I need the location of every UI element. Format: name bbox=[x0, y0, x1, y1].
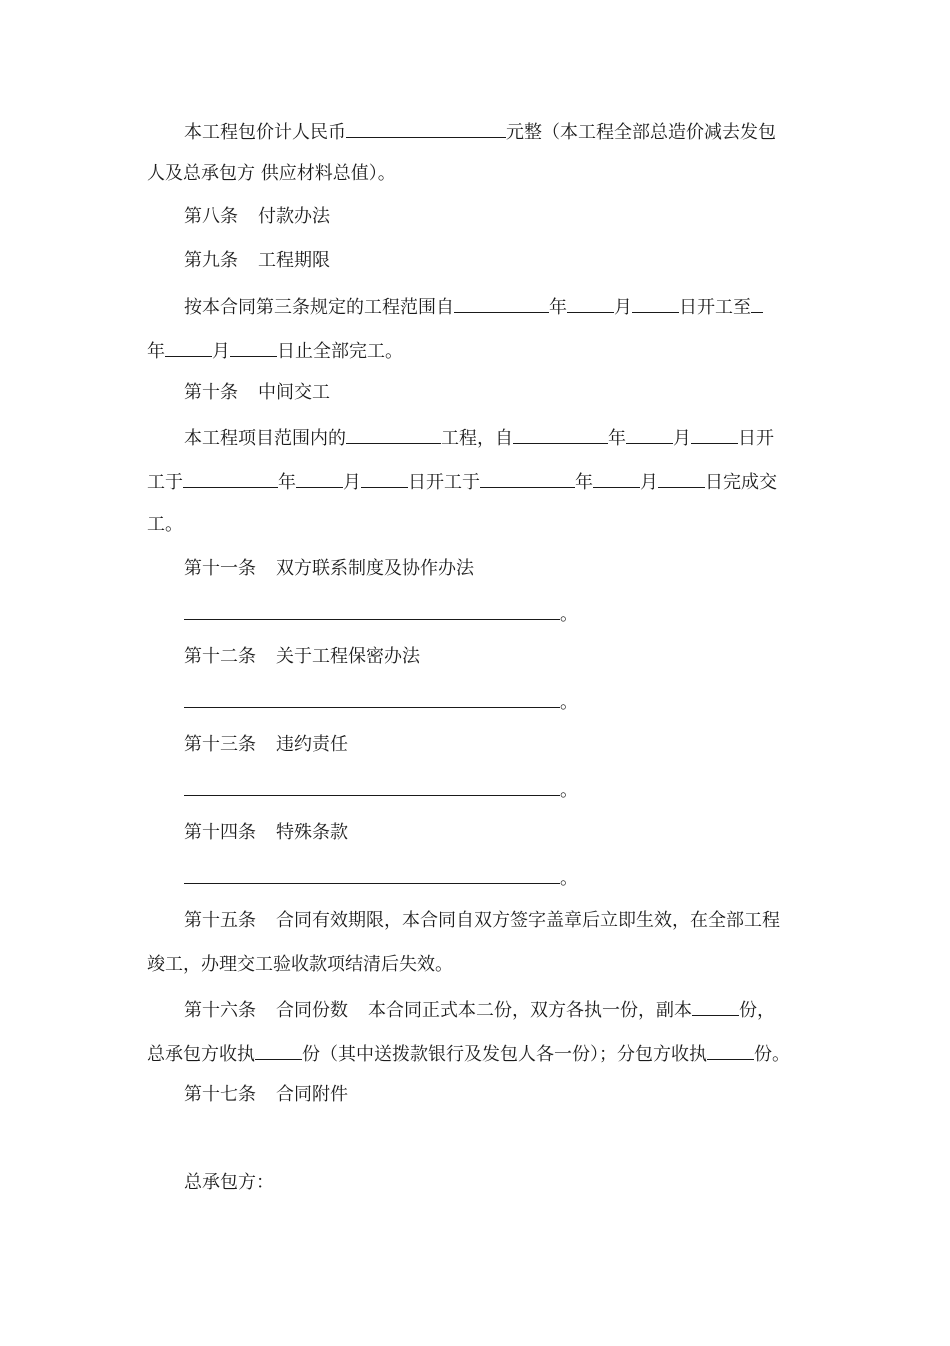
article-number: 第十六条 bbox=[184, 1000, 256, 1021]
text: 日开 bbox=[738, 428, 774, 449]
signature-label: 总承包方： bbox=[184, 1172, 274, 1193]
text: 月 bbox=[640, 472, 658, 493]
article-number: 第十二条 bbox=[184, 646, 256, 667]
text: 日止全部完工。 bbox=[277, 341, 403, 362]
blank[interactable] bbox=[593, 469, 640, 488]
blank[interactable] bbox=[480, 469, 575, 488]
article-number: 第十七条 bbox=[184, 1084, 256, 1105]
blank[interactable] bbox=[296, 469, 343, 488]
article-number: 第八条 bbox=[184, 206, 238, 227]
article-16-line-1 bbox=[184, 997, 775, 1023]
period-line-1 bbox=[184, 294, 763, 320]
article-13-heading bbox=[184, 733, 348, 757]
text: 。 bbox=[560, 692, 578, 713]
blank[interactable] bbox=[513, 425, 608, 444]
article-number: 第十一条 bbox=[184, 558, 256, 579]
blank[interactable] bbox=[626, 425, 673, 444]
blank[interactable] bbox=[184, 777, 560, 796]
text: 本工程项目范围内的 bbox=[184, 428, 346, 449]
article-10-heading bbox=[184, 381, 330, 405]
article-9-heading bbox=[184, 249, 330, 273]
article-8-heading bbox=[184, 205, 330, 229]
text: 本合同正式本二份，双方各执一份，副本 bbox=[368, 1000, 692, 1021]
text: 月 bbox=[343, 472, 361, 493]
blank[interactable] bbox=[346, 425, 441, 444]
text: 份（其中送拨款银行及发包人各一份）；分包方收执 bbox=[302, 1044, 707, 1065]
price-blank[interactable] bbox=[346, 119, 506, 138]
text: 工程，自 bbox=[441, 428, 513, 449]
text: 月 bbox=[614, 297, 632, 318]
blank[interactable] bbox=[184, 865, 560, 884]
article-title: 工程期限 bbox=[258, 250, 330, 271]
article-12-fill-line bbox=[184, 689, 578, 715]
text: 按本合同第三条规定的工程范围自 bbox=[184, 297, 454, 318]
article-title: 双方联系制度及协作办法 bbox=[276, 558, 474, 579]
mid-line-1 bbox=[184, 425, 774, 451]
blank[interactable] bbox=[751, 294, 763, 313]
text: 合同有效期限，本合同自双方签字盖章后立即生效，在全部工程 bbox=[276, 910, 780, 931]
blank[interactable] bbox=[658, 469, 705, 488]
article-title: 付款办法 bbox=[258, 206, 330, 227]
blank[interactable] bbox=[230, 338, 277, 357]
blank[interactable] bbox=[361, 469, 408, 488]
article-17-heading bbox=[184, 1083, 348, 1107]
text: 年 bbox=[608, 428, 626, 449]
text: 月 bbox=[673, 428, 691, 449]
blank[interactable] bbox=[165, 338, 212, 357]
blank[interactable] bbox=[255, 1041, 302, 1060]
price-line-2: 人及总承包方 供应材料总值）。 bbox=[147, 163, 396, 184]
article-title: 特殊条款 bbox=[276, 822, 348, 843]
article-number: 第十条 bbox=[184, 382, 238, 403]
blank[interactable] bbox=[691, 425, 738, 444]
price-line-1 bbox=[184, 119, 776, 145]
article-number: 第十四条 bbox=[184, 822, 256, 843]
article-title: 中间交工 bbox=[258, 382, 330, 403]
mid-line-2 bbox=[147, 469, 777, 495]
text: 年 bbox=[575, 472, 593, 493]
text: 。 bbox=[560, 780, 578, 801]
blank[interactable] bbox=[707, 1041, 754, 1060]
text: 日完成交 bbox=[705, 472, 777, 493]
article-title: 合同附件 bbox=[276, 1084, 348, 1105]
article-14-heading bbox=[184, 821, 348, 845]
text: 元整（本工程全部总造价减去发包 bbox=[506, 122, 776, 143]
article-16-line-2 bbox=[147, 1041, 790, 1067]
period-line-2 bbox=[147, 338, 403, 364]
article-11-heading bbox=[184, 557, 474, 581]
text: 年 bbox=[278, 472, 296, 493]
article-12-heading bbox=[184, 645, 420, 669]
text: 本工程包价计人民币 bbox=[184, 122, 346, 143]
text: 总承包方收执 bbox=[147, 1044, 255, 1065]
article-14-fill-line bbox=[184, 865, 578, 891]
blank[interactable] bbox=[454, 294, 549, 313]
text: 。 bbox=[560, 604, 578, 625]
article-15-line-1 bbox=[184, 909, 780, 933]
blank[interactable] bbox=[184, 601, 560, 620]
text: 份， bbox=[739, 1000, 775, 1021]
blank[interactable] bbox=[632, 294, 679, 313]
article-15-line-2: 竣工，办理交工验收款项结清后失效。 bbox=[147, 954, 453, 975]
text: 份。 bbox=[754, 1044, 790, 1065]
blank[interactable] bbox=[567, 294, 614, 313]
article-title: 违约责任 bbox=[276, 734, 348, 755]
text: 。 bbox=[560, 868, 578, 889]
blank[interactable] bbox=[183, 469, 278, 488]
text: 合同份数 bbox=[276, 1000, 348, 1021]
text: 工于 bbox=[147, 472, 183, 493]
text: 年 bbox=[147, 341, 165, 362]
blank[interactable] bbox=[692, 997, 739, 1016]
text: 月 bbox=[212, 341, 230, 362]
article-title: 关于工程保密办法 bbox=[276, 646, 420, 667]
article-13-fill-line bbox=[184, 777, 578, 803]
blank[interactable] bbox=[184, 689, 560, 708]
article-11-fill-line bbox=[184, 601, 578, 627]
article-number: 第九条 bbox=[184, 250, 238, 271]
article-number: 第十五条 bbox=[184, 910, 256, 931]
mid-line-3: 工。 bbox=[147, 514, 183, 535]
article-number: 第十三条 bbox=[184, 734, 256, 755]
text: 年 bbox=[549, 297, 567, 318]
text: 日开工于 bbox=[408, 472, 480, 493]
text: 日开工至 bbox=[679, 297, 751, 318]
